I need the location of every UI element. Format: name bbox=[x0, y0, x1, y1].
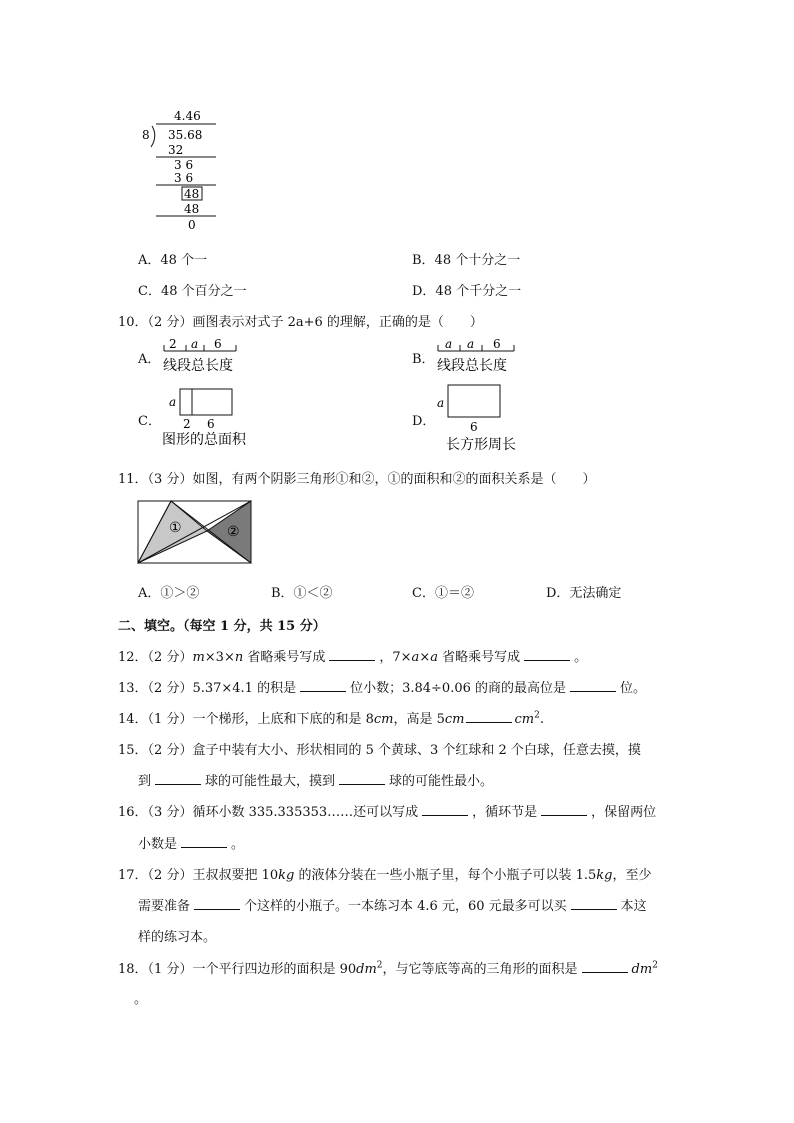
q9-option-c[interactable]: C．48 个百分之一 bbox=[138, 284, 247, 299]
q15-blank-1[interactable] bbox=[155, 772, 201, 785]
division-boxed-value: 48 bbox=[184, 187, 200, 201]
q10-d-bottom: 6 bbox=[470, 420, 478, 434]
q11-label-2: ② bbox=[227, 524, 240, 540]
q15-text-2: 球的可能性最大，摸到 bbox=[205, 774, 336, 789]
q10-c-bottom-2: 6 bbox=[207, 417, 215, 431]
q10-d-caption: 长方形周长 bbox=[446, 437, 516, 453]
q15-line-2 bbox=[138, 770, 493, 789]
q10-b-caption: 线段总长度 bbox=[437, 358, 507, 374]
q10-option-b-label[interactable]: B． bbox=[412, 352, 435, 367]
q12-text-3: 省略乘号写成 bbox=[442, 650, 521, 665]
q12-text-1: 省略乘号写成 bbox=[247, 650, 326, 665]
q18-line-2: 。 bbox=[134, 992, 148, 1007]
division-step-4: 48 bbox=[184, 202, 200, 216]
q10-option-b-figure[interactable] bbox=[434, 337, 534, 377]
q9-option-b[interactable]: B．48 个十分之一 bbox=[412, 253, 521, 268]
q13-blank-1[interactable] bbox=[300, 679, 346, 692]
q12-prefix: 12．（2 分） bbox=[118, 650, 193, 665]
q10-option-d-label[interactable]: D． bbox=[412, 414, 436, 429]
division-step-2: 3 6 bbox=[174, 158, 194, 172]
division-step-3: 3 6 bbox=[174, 171, 194, 185]
q13-text-3: 位。 bbox=[620, 681, 647, 696]
q16-text-3: ，保留两位 bbox=[591, 805, 657, 820]
q18-text-1: 18．（1 分）一个平行四边形的面积是 90 bbox=[118, 962, 357, 977]
q17-text-4: 需要准备 bbox=[138, 899, 191, 914]
q14-end: . bbox=[539, 712, 544, 727]
q11-stem: 11．（3 分）如图，有两个阴影三角形①和②，①的面积和②的面积关系是（ ） bbox=[118, 472, 596, 487]
section-2-title: 二、填空。（每空 1 分，共 15 分） bbox=[118, 619, 326, 634]
q12-blank-2[interactable] bbox=[524, 648, 570, 661]
q13-blank-2[interactable] bbox=[570, 679, 616, 692]
q18-blank[interactable] bbox=[582, 960, 628, 973]
q10-points: （2 分） bbox=[147, 315, 193, 330]
division-dividend: 35.68 bbox=[168, 128, 203, 142]
q10-option-a-label[interactable]: A． bbox=[138, 352, 161, 367]
q10-option-d-figure[interactable] bbox=[434, 380, 534, 454]
q13 bbox=[118, 677, 646, 696]
q16-blank-2[interactable] bbox=[541, 803, 587, 816]
q12-text-2: ，7× bbox=[379, 650, 412, 665]
q9-option-a[interactable]: A．48 个一 bbox=[138, 253, 208, 268]
q18-text-2: ，与它等底等高的三角形的面积是 bbox=[382, 962, 578, 977]
q15-text-1: 到 bbox=[138, 774, 152, 789]
q15-blank-2[interactable] bbox=[339, 772, 385, 785]
q10-option-c-figure[interactable] bbox=[160, 384, 260, 450]
q10-stem-text: 画图表示对式子 2a+6 的理解，正确的是（ ） bbox=[192, 315, 483, 330]
q10-b-num-3: 6 bbox=[493, 337, 501, 351]
q16-line-2 bbox=[138, 833, 244, 852]
q15-text-3: 球的可能性最小。 bbox=[389, 774, 494, 789]
q11-label-1: ① bbox=[169, 520, 182, 536]
q13-text-1: 13．（2 分）5.37×4.1 的积是 bbox=[118, 681, 297, 696]
q10-a-num-3: 6 bbox=[214, 337, 222, 351]
q9-option-d[interactable]: D．48 个千分之一 bbox=[412, 284, 522, 299]
q14-text-2: ，高是 5 bbox=[393, 712, 445, 727]
q14: 14．（1 分）一个梯形，上底和下底的和是 8cm，高是 5cm $cm^2$. bbox=[118, 710, 544, 727]
q12: 12．（2 分）m×3×n 省略乘号写成 ，7×a×a 省略乘号写成 。 bbox=[118, 650, 588, 665]
q10-c-side: a bbox=[169, 395, 177, 409]
q17-text-3: ，至少 bbox=[612, 868, 652, 883]
division-divisor: 8 bbox=[142, 128, 150, 142]
q12-blank-1[interactable] bbox=[329, 648, 375, 661]
q17-line-1: 17．（2 分）王叔叔要把 10kg 的液体分装在一些小瓶子里，每个小瓶子可以装 1.5kg，至少 bbox=[118, 868, 652, 883]
q10-a-num-2: a bbox=[191, 337, 199, 351]
q10-b-num-1: a bbox=[445, 337, 453, 351]
q10-a-caption: 线段总长度 bbox=[163, 358, 233, 374]
q17-text-1: 17．（2 分）王叔叔要把 10 bbox=[118, 868, 279, 883]
q17-line-3: 样的练习本。 bbox=[138, 930, 217, 945]
q11-option-b[interactable]: B．①＜② bbox=[271, 586, 333, 601]
q14-blank[interactable] bbox=[466, 710, 512, 723]
q10-c-bottom-1: 2 bbox=[183, 417, 191, 431]
q11-rectangle-figure bbox=[137, 500, 253, 566]
long-division-figure bbox=[138, 104, 228, 232]
q10-option-a-figure[interactable] bbox=[160, 337, 260, 377]
q16-blank-1[interactable] bbox=[422, 803, 468, 816]
q16-text-2: ，循环节是 bbox=[472, 805, 538, 820]
q14-text-1: 14．（1 分）一个梯形，上底和下底的和是 8 bbox=[118, 712, 374, 727]
q13-text-2: 位小数；3.84÷0.06 的商的最高位是 bbox=[350, 681, 567, 696]
q12-end: 。 bbox=[574, 650, 588, 665]
division-remainder: 0 bbox=[188, 218, 196, 232]
q16-text-4: 小数是 bbox=[138, 837, 178, 852]
q15-line-1: 15．（2 分）盒子中装有大小、形状相同的 5 个黄球、3 个红球和 2 个白球，任意去摸，摸 bbox=[118, 743, 641, 758]
q10-option-c-label[interactable]: C． bbox=[138, 414, 161, 429]
q17-text-6: 本这 bbox=[620, 899, 647, 914]
q11-option-d[interactable]: D．无法确定 bbox=[546, 586, 622, 601]
division-quotient: 4.46 bbox=[174, 109, 201, 123]
q17-line-2 bbox=[138, 895, 647, 914]
q10-stem bbox=[118, 311, 483, 330]
q17-blank-2[interactable] bbox=[571, 897, 617, 910]
q17-text-5: 个这样的小瓶子。一本练习本 4.6 元，60 元最多可以买 bbox=[244, 899, 567, 914]
q11-option-a[interactable]: A．①＞② bbox=[138, 586, 200, 601]
q18-line-1: 18．（1 分）一个平行四边形的面积是 $90dm^2$，与它等底等高的三角形的面积是 $dm^2$ bbox=[118, 960, 658, 977]
q10-a-num-1: 2 bbox=[169, 337, 177, 351]
q16-end: 。 bbox=[231, 837, 245, 852]
q17-blank-1[interactable] bbox=[194, 897, 240, 910]
q17-text-2: 的液体分装在一些小瓶子里，每个小瓶子可以装 1.5 bbox=[298, 868, 597, 883]
division-step-1: 32 bbox=[168, 143, 184, 157]
q11-option-c[interactable]: C．①＝② bbox=[412, 586, 474, 601]
q10-c-caption: 图形的总面积 bbox=[162, 432, 246, 448]
q10-b-num-2: a bbox=[467, 337, 475, 351]
q16-text-1: 16．（3 分）循环小数 335.335353……还可以写成 bbox=[118, 805, 419, 820]
q10-number: 10． bbox=[118, 315, 148, 330]
q16-blank-3[interactable] bbox=[181, 835, 227, 848]
q16-line-1 bbox=[118, 801, 656, 820]
q10-d-side: a bbox=[437, 396, 445, 410]
